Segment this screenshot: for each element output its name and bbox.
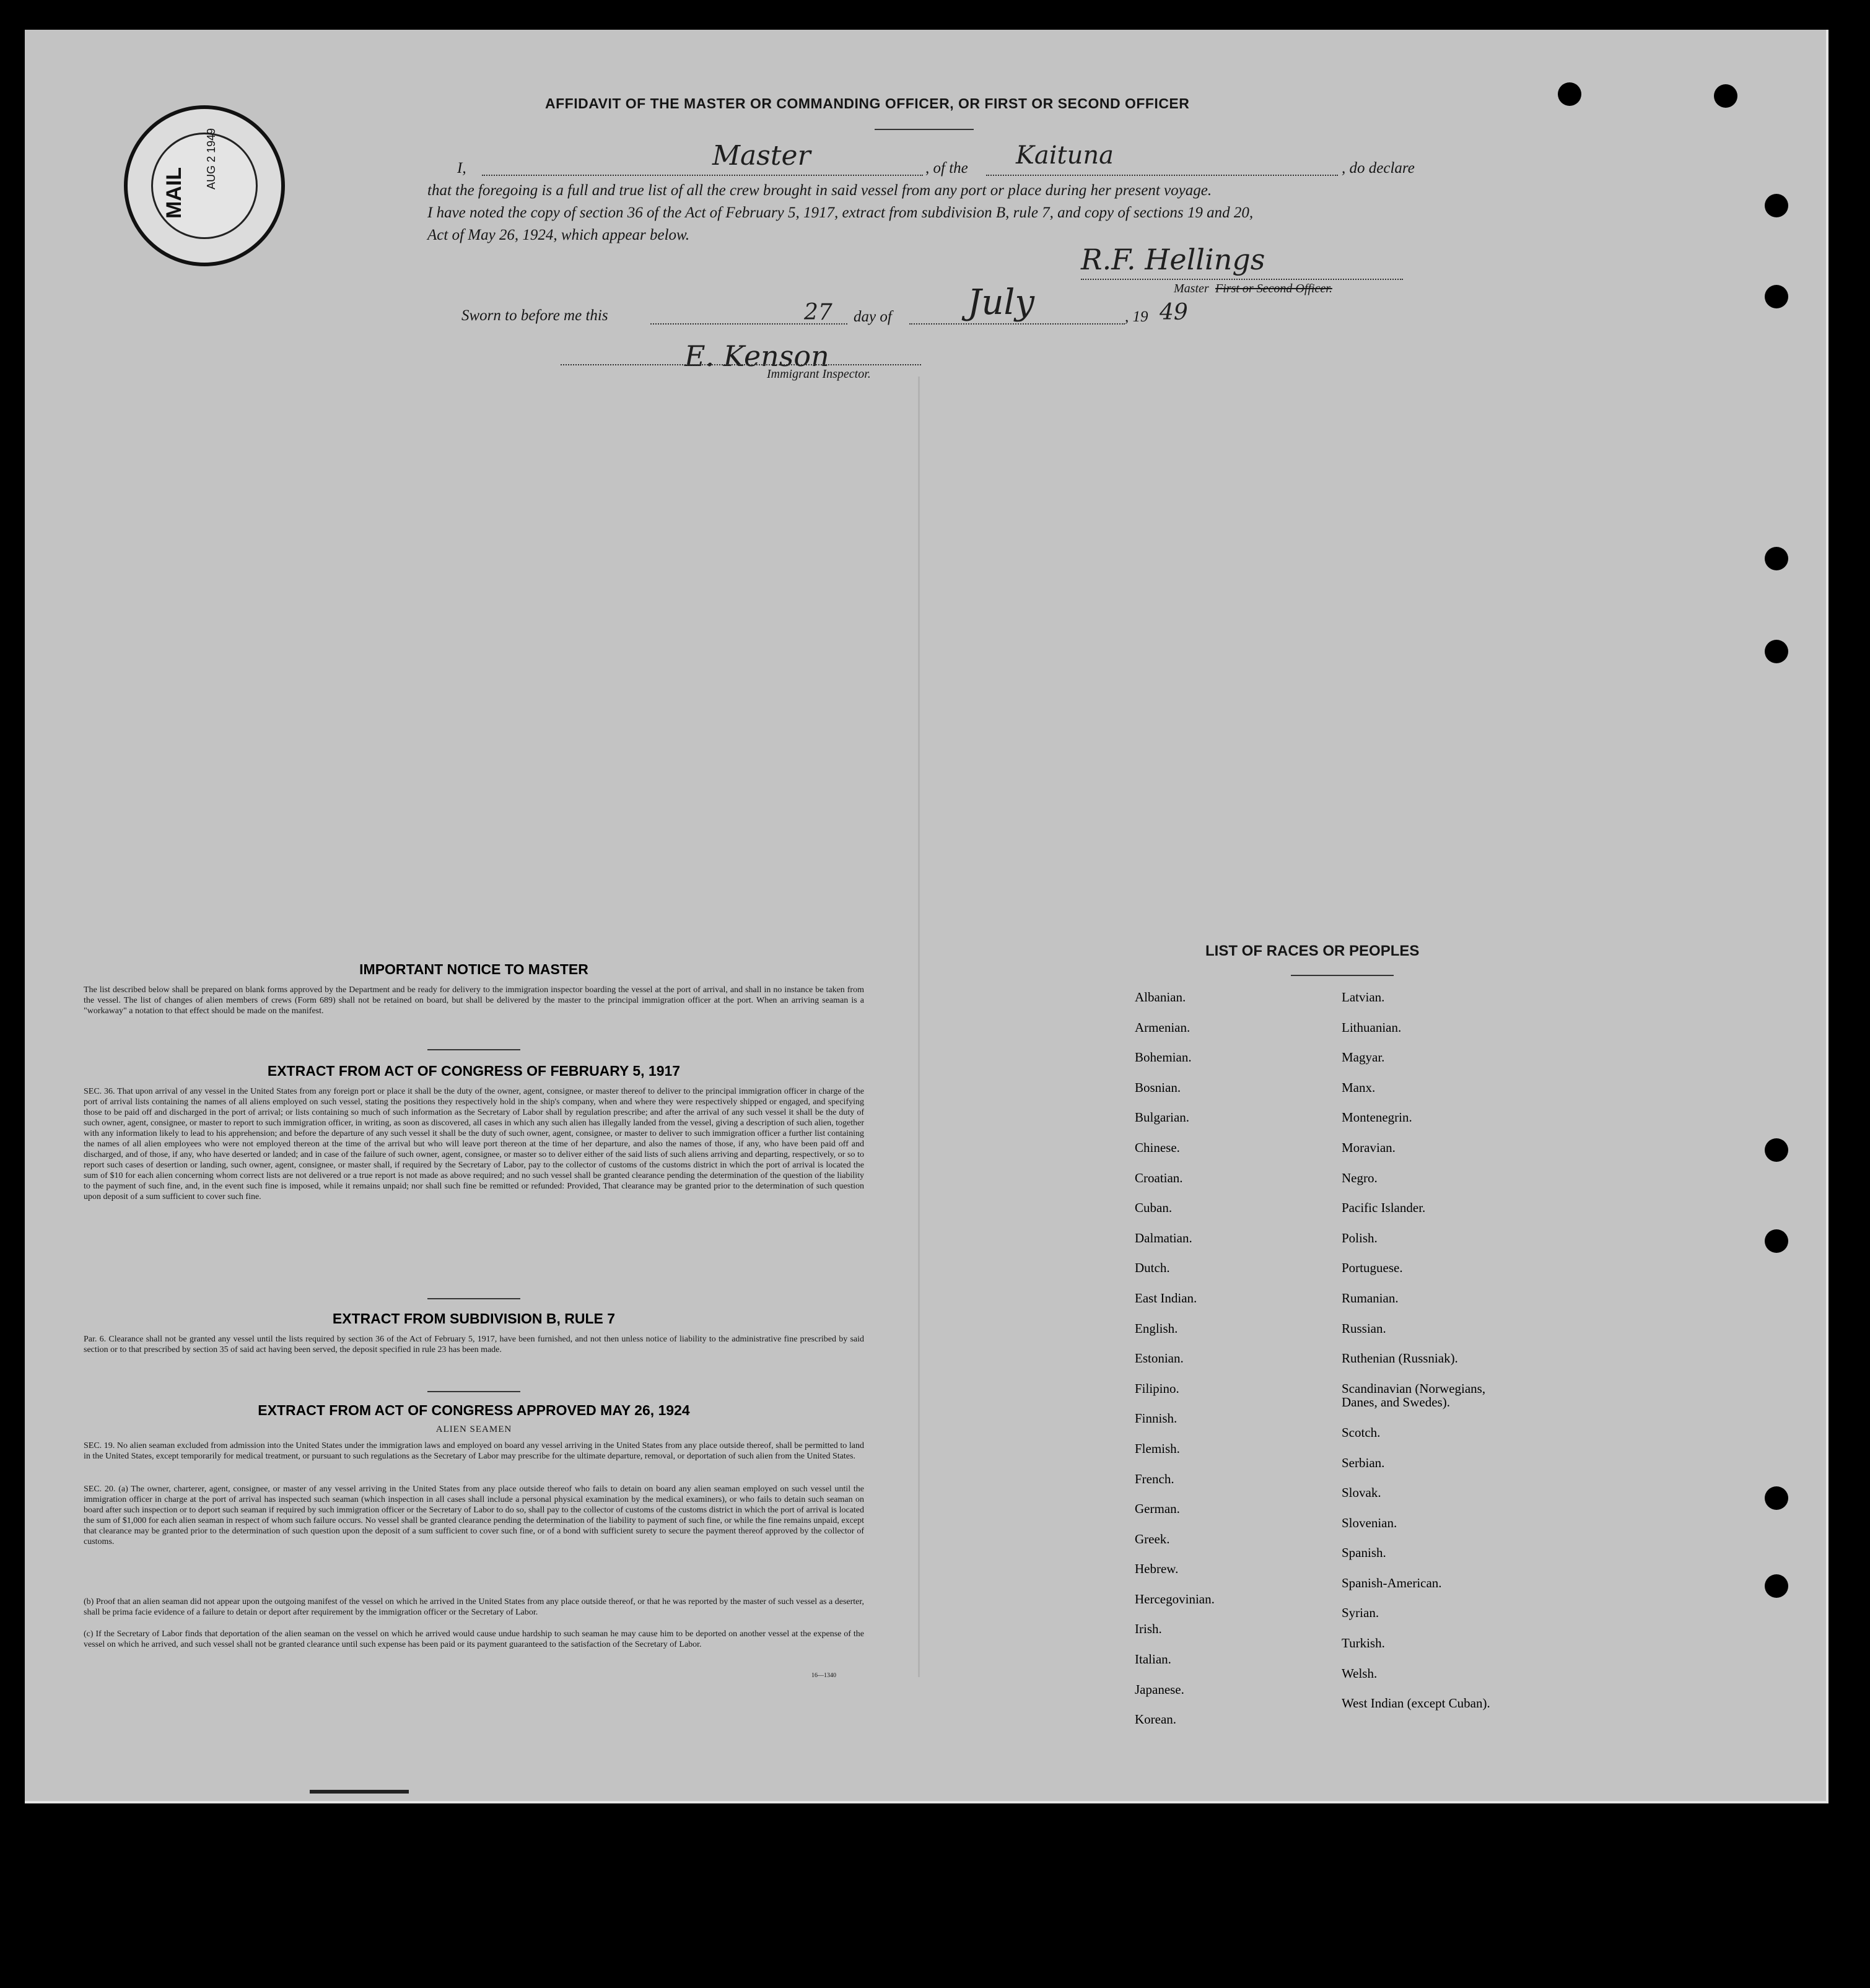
extract-1917-rule	[427, 1298, 520, 1299]
race-item: Bosnian.	[1135, 1079, 1181, 1095]
race-item: Bohemian.	[1135, 1050, 1192, 1065]
master-signature: R.F. Hellings	[1081, 243, 1265, 276]
binder-hole	[1765, 1138, 1788, 1162]
race-item: Dutch.	[1135, 1260, 1170, 1276]
races-column-1	[1135, 982, 1215, 1735]
month-line	[909, 323, 1125, 325]
race-item: Cuban.	[1135, 1200, 1173, 1216]
race-item: Hebrew.	[1135, 1561, 1179, 1577]
race-item: Croatian.	[1135, 1170, 1183, 1185]
declaration-line-2: that the foregoing is a full and true list of all the crew brought in said vessel from any port or place during her present voyage.	[427, 182, 1212, 199]
race-item: West Indian (except Cuban).	[1342, 1696, 1490, 1711]
race-item: Finnish.	[1135, 1411, 1177, 1426]
notice-body: The list described below shall be prepared on blank forms approved by the Department and be ready for delivery to the immigration inspector boarding the vessel at the port of arrival, and shall in no instance be taken from the vessel. The list of changes of alien members of crews (Form 689) shall not be retained on board, but shall be delivered by the master to the principal immigration officer at the port. When an arriving seaman is a "workaway" a notation to that effect should be made on the manifest.	[84, 985, 864, 1016]
race-item: Hercegovinian.	[1135, 1591, 1215, 1607]
extract-1924-title: EXTRACT FROM ACT OF CONGRESS APPROVED MAY 26, 1924	[258, 1402, 690, 1418]
of-the-label: , of the	[925, 160, 968, 177]
race-item: Armenian.	[1135, 1019, 1191, 1035]
race-item: Polish.	[1342, 1230, 1378, 1245]
binder-hole	[1765, 1486, 1788, 1510]
extract-1917-body: SEC. 36. That upon arrival of any vessel in the United States from any foreign port or place it shall be the duty of the owner, agent, consignee, or master thereof to deliver to the principal immigration officer in charge of the port of arrival lists containing the names of all aliens employed on such vessel, stating the positions they respectively hold in the ship's company, when and where they were respectively shipped or engaged, and specifying those to be paid off and discharged in the port of arrival; or lists containing so much of such information as the Secretary of Labor shall by regulation prescribe; and after the arrival of any such vessel it shall be the duty of such owner, agent, consignee, or master to report to such immigration officer, in writing, as soon as discovered, all cases in which any such alien has illegally landed from the vessel, giving a description of such alien, together with any information likely to lead to his apprehension; and before the departure of any such vessel it shall be the duty of such owner, agent, consignee, or master to deliver to such immigration officer a further list containing the names of all alien employees who were not employed thereon at the time of the arrival but who will leave port thereon at the time of her departure, and also the names of those, if any, who have been paid off and discharged, and of those, if any, who have deserted or landed; and in case of the failure of such owner, agent, consignee, or master so to deliver either of the said lists of such aliens arriving and departing, respectively, or so to report such cases of desertion or landing, such owner, agent, consignee, or master shall, if required by the Secretary of Labor, pay to the collector of customs of the customs district in which the port of arrival is located the sum of $10 for each alien concerning whom correct lists are not delivered or a true report is not made as above required; and no such vessel shall be granted clearance pending the determination of the question of the liability to the payment of such fine, and, in the event such fine is imposed, while it remains unpaid; nor shall such fine be remitted or refunded: Provided, That clearance may be granted prior to the determination of such question upon deposit of a sum sufficient to cover such fine.	[84, 1087, 864, 1201]
race-item: English.	[1135, 1320, 1178, 1336]
races-title: LIST OF RACES OR PEOPLES	[1205, 943, 1420, 959]
race-item: Italian.	[1135, 1652, 1171, 1667]
race-item: Serbian.	[1342, 1455, 1385, 1470]
race-item: Moravian.	[1342, 1140, 1396, 1155]
master-label: Master	[1174, 282, 1209, 295]
race-item: Slovak.	[1342, 1485, 1381, 1501]
do-declare-label: , do declare	[1342, 160, 1415, 177]
stamp-word: MAIL	[162, 167, 186, 219]
race-item: French.	[1135, 1471, 1174, 1486]
stamp-date: AUG 2 1949	[205, 128, 218, 190]
race-item: Portuguese.	[1342, 1260, 1403, 1276]
rule7-title: EXTRACT FROM SUBDIVISION B, RULE 7	[332, 1310, 616, 1327]
rule7-body: Par. 6. Clearance shall not be granted any vessel until the lists required by section 36 of the Act of February 5, 1917, have been furnished, and not then unless notice of liability to the administrative fine prescribed by said section or to that prescribed by section 35 of said act having been served, the deposit specified in rule 23 has been made.	[84, 1335, 864, 1354]
inspector-label: Immigrant Inspector.	[767, 367, 871, 381]
race-item: Bulgarian.	[1135, 1110, 1190, 1125]
race-item: Negro.	[1342, 1170, 1378, 1185]
extract-1924-subtitle: ALIEN SEAMEN	[435, 1424, 512, 1434]
sec19-body: SEC. 19. No alien seaman excluded from admission into the United States under the immigration laws and employed on board any vessel arriving in the United States from any place outside thereof, shall be permitted to land in the United States, except temporarily for medical treatment, or pursuant to such regulations as the Secretary of Labor may prescribe for the ultimate departure, removal, or deportation of such alien from the United States.	[84, 1441, 864, 1461]
sec20a-body: SEC. 20. (a) The owner, charterer, agent, consignee, or master of any vessel arriving in the United States from any place outside thereof who fails to detain on board any alien seaman employed on such vessel until the immigration officer in charge at the port of arrival has inspected such seaman (which inspection in all cases shall include a personal physical examination by the medical examiners), or who fails to detain such seaman on board after such inspection or to deport such seaman if required by such immigration officer or the Secretary of Labor to do so, shall pay to the collector of customs of the customs district in which the port of arrival is located the sum of $1,000 for each alien seaman in respect of whom such failure occurs. No vessel shall be granted clearance pending the determination of the liability to payment of such fine, or while the fine remains unpaid, except that clearance may be granted prior to the determination of such question upon the deposit of a sum sufficient to cover such fine, or of a bond with sufficient surety to secure the payment thereof approved by the collector of customs.	[84, 1484, 864, 1546]
binder-hole	[1558, 82, 1581, 106]
year-prefix: , 19	[1125, 308, 1148, 325]
officer-label-struck: First or Second Officer.	[1215, 282, 1332, 295]
scan-smudge	[310, 1790, 409, 1794]
races-column-2	[1342, 982, 1490, 1719]
form-number: 16—1340	[811, 1672, 836, 1679]
race-item: German.	[1135, 1501, 1180, 1517]
declaration-line-3: I have noted the copy of section 36 of the Act of February 5, 1917, extract from subdivision B, rule 7, and copy of sections 19 and 20,	[427, 204, 1254, 221]
binder-hole	[1765, 547, 1788, 570]
day-handwritten: 27	[804, 300, 832, 325]
name-handwritten: Master	[712, 140, 811, 172]
sworn-label: Sworn to before me this	[461, 307, 608, 324]
race-item: Lithuanian.	[1342, 1019, 1402, 1035]
race-item: Ruthenian (Russniak).	[1342, 1351, 1458, 1366]
race-item: Danes, and Swedes).	[1342, 1395, 1450, 1410]
race-item: Montenegrin.	[1342, 1110, 1412, 1125]
race-item: Pacific Islander.	[1342, 1200, 1426, 1216]
race-item: Magyar.	[1342, 1050, 1385, 1065]
name-line	[482, 175, 923, 176]
race-item: Estonian.	[1135, 1351, 1184, 1366]
race-item: Irish.	[1135, 1621, 1162, 1637]
race-item: Latvian.	[1342, 990, 1385, 1005]
month-handwritten: July	[968, 282, 1035, 323]
race-item: Scandinavian (Norwegians,	[1342, 1380, 1486, 1396]
inspector-signature: E. Kenson	[684, 339, 829, 373]
race-item: East Indian.	[1135, 1290, 1197, 1306]
mail-date-stamp	[124, 105, 285, 266]
vessel-line	[986, 175, 1338, 176]
race-item: Chinese.	[1135, 1140, 1180, 1155]
race-item: Slovenian.	[1342, 1515, 1397, 1530]
notice-title: IMPORTANT NOTICE TO MASTER	[359, 961, 588, 977]
binder-hole	[1765, 194, 1788, 217]
race-item: Turkish.	[1342, 1636, 1385, 1651]
race-item: Welsh.	[1342, 1665, 1378, 1681]
binder-hole	[1765, 1574, 1788, 1598]
i-label: I,	[457, 160, 466, 177]
race-item: Korean.	[1135, 1712, 1177, 1727]
rule7-rule	[427, 1391, 520, 1392]
fold-crease	[918, 377, 920, 1677]
binder-hole	[1765, 1229, 1788, 1253]
day-of-label: day of	[854, 308, 892, 325]
notice-rule	[427, 1049, 520, 1050]
binder-hole	[1765, 640, 1788, 663]
title-rule	[875, 129, 974, 130]
year-handwritten: 49	[1160, 300, 1188, 325]
race-item: Syrian.	[1342, 1605, 1379, 1621]
declaration-line-4: Act of May 26, 1924, which appear below.	[427, 227, 690, 243]
race-item: Dalmatian.	[1135, 1230, 1192, 1245]
race-item: Greek.	[1135, 1531, 1170, 1546]
race-item: Scotch.	[1342, 1424, 1381, 1440]
race-item: Flemish.	[1135, 1441, 1180, 1456]
race-item: Albanian.	[1135, 990, 1186, 1005]
sec20c-body: (c) If the Secretary of Labor finds that deportation of the alien seaman on the vessel on which he arrived would cause undue hardship to such seaman he may cause him to be deported on another vessel at the expense of the vessel on which he arrived, and such vessel shall not be granted clearance until such expense has been paid or its payment guaranteed to the satisfaction of the Secretary of Labor.	[84, 1629, 864, 1649]
sec20b-body: (b) Proof that an alien seaman did not appear upon the outgoing manifest of the vessel on which he arrived in the United States from any place outside thereof, or that he was reported by the master of such vessel as a deserter, shall be prima facie evidence of a failure to detain or deport after requirement by the immigration officer or the Secretary of Labor.	[84, 1597, 864, 1617]
race-item: Rumanian.	[1342, 1290, 1399, 1306]
binder-hole	[1765, 285, 1788, 308]
races-rule	[1291, 975, 1394, 976]
race-item: Spanish.	[1342, 1545, 1386, 1561]
vessel-handwritten: Kaituna	[1016, 141, 1114, 170]
race-item: Russian.	[1342, 1320, 1386, 1336]
binder-hole	[1714, 84, 1737, 108]
race-item: Manx.	[1342, 1079, 1376, 1095]
race-item: Japanese.	[1135, 1681, 1184, 1697]
race-item: Filipino.	[1135, 1380, 1179, 1396]
race-item: Spanish-American.	[1342, 1575, 1442, 1590]
extract-1917-title: EXTRACT FROM ACT OF CONGRESS OF FEBRUARY 5, 1917	[267, 1063, 681, 1079]
affidavit-title: AFFIDAVIT OF THE MASTER OR COMMANDING OFFICER, OR FIRST OR SECOND OFFICER	[545, 95, 1190, 111]
